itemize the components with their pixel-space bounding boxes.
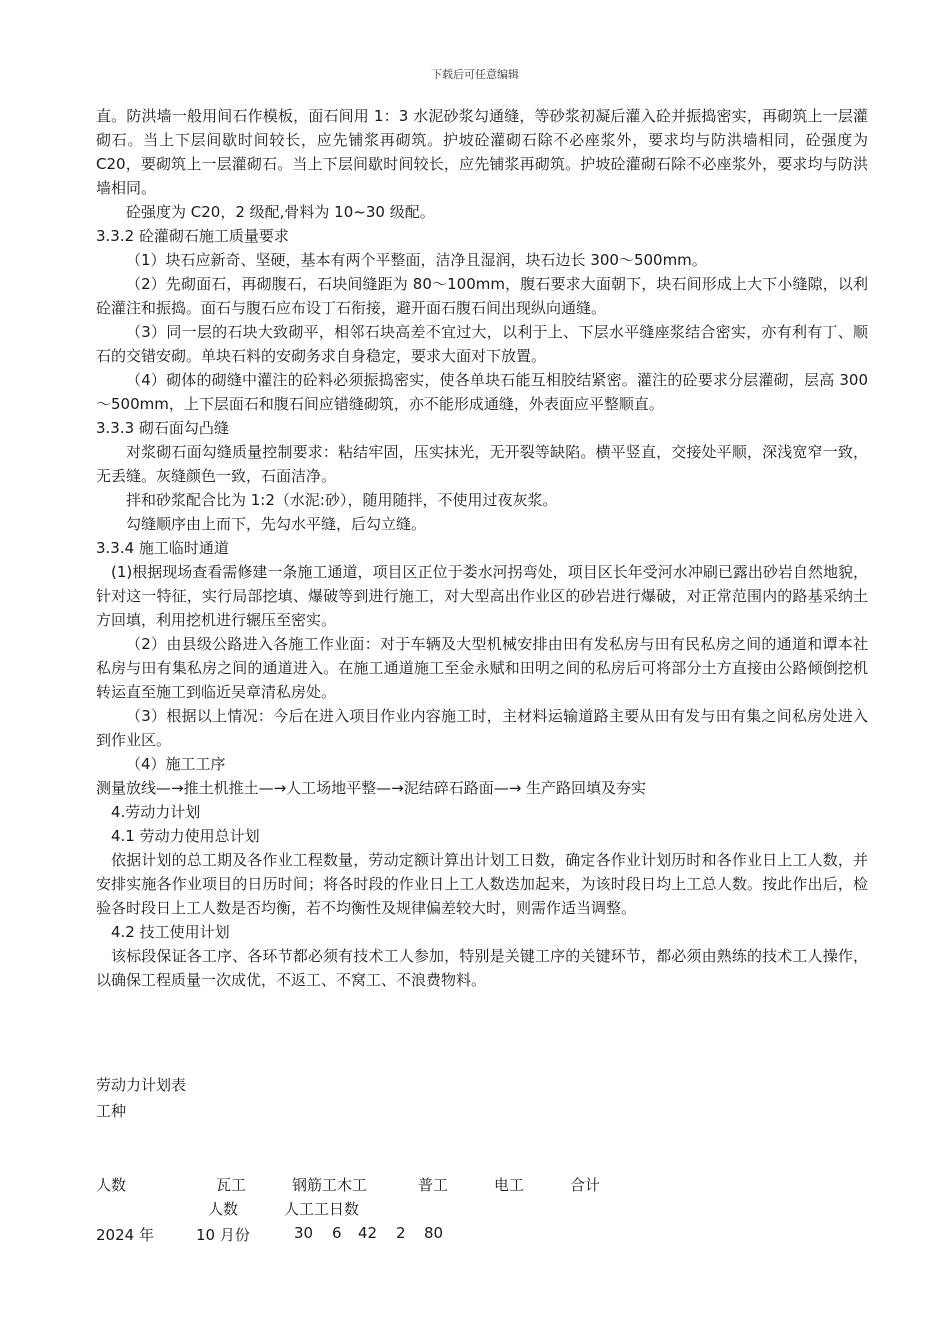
page-header: 下载后可任意编辑 — [431, 68, 519, 81]
paragraph: （3）根据以上情况：今后在进入项目作业内容施工时，主材料运输道路主要从田有发与田有集之间私房处进入到作业区。 — [96, 707, 868, 749]
col-wagong: 瓦工 — [216, 1176, 247, 1194]
sub-rengong: 人工工日数 — [284, 1200, 360, 1218]
row-month: 10 月份 — [196, 1226, 250, 1244]
paragraph: (1)根据现场查看需修建一条施工通道，项目区正位于娄水河拐弯处，项目区长年受河水冲刷已露出砂岩自然地貌，针对这一特征，实行局部挖填、爆破等到进行施工，对大型高出作业区的砂岩进行爆破，对正常范围内的路基采纳土方回填，利用挖机进行辗压至密实。 — [96, 563, 868, 629]
value-diangong: 2 — [396, 1224, 406, 1242]
section-heading: 3.3.3 砌石面勾凸缝 — [96, 419, 229, 437]
section-heading: 3.3.2 砼灌砌石施工质量要求 — [96, 227, 289, 245]
section-heading: 4.劳动力计划 — [111, 803, 201, 821]
paragraph: 直。防洪墙一般用间石作模板，面石间用 1：3 水泥砂浆勾通缝，等砂浆初凝后灌入砼并振捣密实，再砌筑上一层灌砌石。当上下层间歇时间较长，应先铺浆再砌筑。护坡砼灌砌石除不必座浆外，要求均与防洪墙相同，砼强度为 C20，要砌筑上一层灌砌石。当上下层间歇时间较长，应先铺浆再砌筑。护坡砼灌砌石除不必座浆外，要求均与防洪墙相同。 — [96, 107, 868, 197]
col-heji: 合计 — [570, 1176, 601, 1194]
paragraph: 勾缝顺序由上而下，先勾水平缝，后勾立缝。 — [126, 515, 427, 533]
paragraph: 砼强度为 C20，2 级配,骨料为 10~30 级配。 — [126, 203, 435, 221]
paragraph: （2）由县级公路进入各施工作业面：对于车辆及大型机械安排由田有发私房与田有民私房之间的通道和谭本社私房与田有集私房之间的通道进入。在施工通道施工至金永赋和田明之间的私房后可将部分土方直接由公路倾倒挖机转运直至施工到临近吴章清私房处。 — [96, 635, 868, 701]
sub-renshu: 人数 — [208, 1200, 239, 1218]
value-pugong: 42 — [358, 1224, 378, 1242]
value-wagong: 30 — [294, 1224, 314, 1242]
col-diangong: 电工 — [494, 1176, 525, 1194]
process-flow: 测量放线—→推土机推土—→人工场地平整—→泥结碎石路面—→ 生产路回填及夯实 — [96, 779, 647, 797]
paragraph: （4）施工工序 — [126, 755, 226, 773]
section-heading: 4.2 技工使用计划 — [111, 923, 230, 941]
value-heji: 80 — [424, 1224, 444, 1242]
paragraph: 该标段保证各工序、各环节都必须有技术工人参加，特别是关键工序的关键环节，都必须由熟练的技术工人操作，以确保工程质量一次成优，不返工、不窝工、不浪费物料。 — [96, 947, 868, 989]
col-pugong: 普工 — [418, 1176, 449, 1194]
section-heading: 4.1 劳动力使用总计划 — [111, 827, 260, 845]
paragraph: （4）砌体的砌缝中灌注的砼料必须振捣密实，使各单块石能互相胶结紧密。灌注的砼要求分层灌砌，层高 300～500mm，上下层面石和腹石间应错缝砌筑，亦不能形成通缝，外表面应平整顺直。 — [96, 371, 868, 413]
paragraph: （1）块石应新奇、坚硬，基本有两个平整面，洁净且湿润，块石边长 300～500mm。 — [126, 251, 707, 269]
section-heading: 3.3.4 施工临时通道 — [96, 539, 229, 557]
paragraph: 对浆砌石面勾缝质量控制要求：粘结牢固，压实抹光，无开裂等缺陷。横平竖直，交接处平顺，深浅宽窄一致，无丢缝。灰缝颜色一致，石面洁净。 — [96, 443, 868, 485]
col-gangjin: 钢筋工木工 — [292, 1176, 368, 1194]
value-gangjin: 6 — [332, 1224, 342, 1242]
row-label-people: 人数 — [96, 1176, 127, 1194]
type-label: 工种 — [96, 1102, 127, 1120]
paragraph: （3）同一层的石块大致砌平，相邻石块高差不宜过大，以利于上、下层水平缝座浆结合密实，亦有利有丁、顺石的交错安砌。单块石料的安砌务求自身稳定，要求大面对下放置。 — [96, 323, 868, 365]
document-body — [96, 104, 868, 992]
paragraph: （2）先砌面石，再砌腹石，石块间缝距为 80～100mm，腹石要求大面朝下，块石间形成上大下小缝隙，以利砼灌注和振捣。面石与腹石应布设丁石衔接，避开面石腹石间出现纵向通缝。 — [96, 275, 868, 317]
row-year: 2024 年 — [96, 1226, 154, 1244]
paragraph: 拌和砂浆配合比为 1:2（水泥:砂），随用随拌，不使用过夜灰浆。 — [126, 491, 558, 509]
table-title: 劳动力计划表 — [96, 1076, 187, 1094]
paragraph: 依据计划的总工期及各作业工程数量，劳动定额计算出计划工日数，确定各作业计划历时和各作业日上工人数，并安排实施各作业项目的日历时间；将各时段的作业日上工人数迭加起来，为该时段日均上工总人数。按此作出后，检验各时段日上工人数是否均衡，若不均衡性及规律偏差较大时，则需作适当调整。 — [96, 851, 868, 917]
